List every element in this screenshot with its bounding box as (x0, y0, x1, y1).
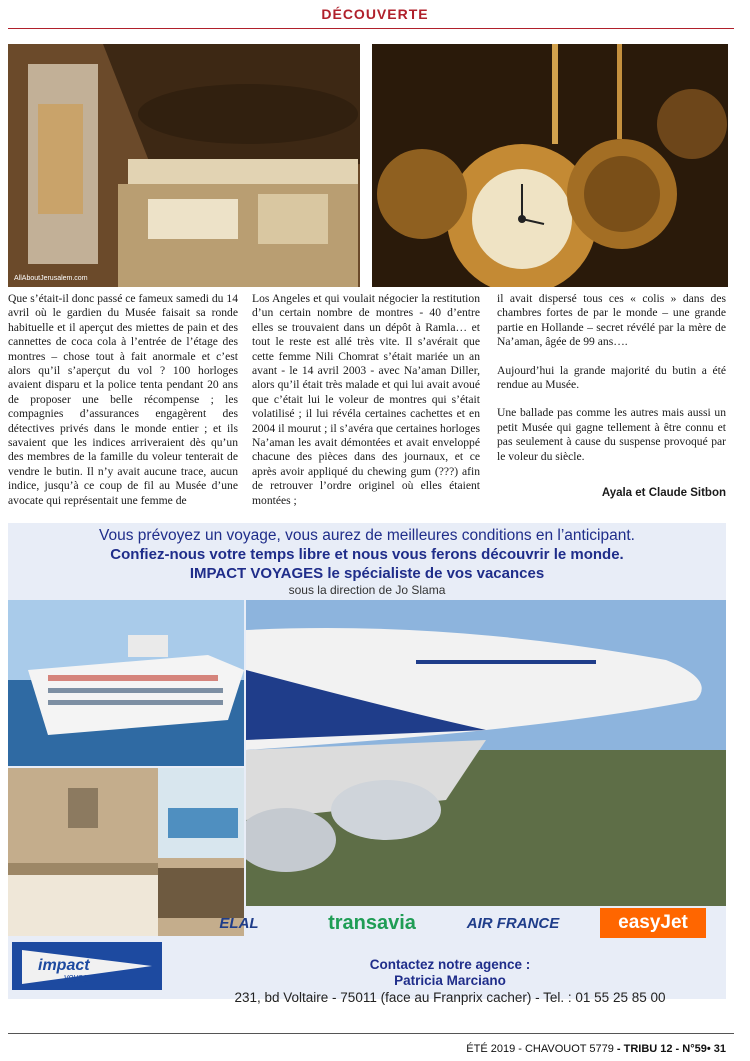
page-footer (8, 1043, 726, 1055)
footer-rule (8, 1033, 734, 1034)
impact-voyages-logo (12, 942, 162, 990)
museum-interior-photo (8, 44, 360, 287)
contact-address: 231, bd Voltaire - 75011 (face au Franprix cacher) - Tel. : 01 55 25 85 00 (234, 990, 666, 1005)
easyjet-logo: easyJet (600, 908, 706, 938)
contact-name: Patricia Marciano (394, 973, 506, 988)
footer-date: ÉTÉ 2019 - CHAVOUOT 5779 (466, 1043, 614, 1055)
airfrance-logo: AIR FRANCE (466, 914, 560, 932)
article-paragraph: Une ballade pas comme les autres mais aussi un petit Musée qui gagne tellement à être connu et pas seulement à cause du suspense provoqué par le voleur du siècle. (497, 406, 726, 463)
voyages-logo-word: voyages (64, 972, 98, 982)
article-column-1 (8, 292, 238, 522)
ad-line-1: Vous prévoyez un voyage, vous aurez de meilleures conditions en l’anticipant. (99, 527, 635, 544)
article-paragraph: Los Angeles et qui voulait négocier la restitution d’un certain nombre de montres - 40 d’entre elles se trouvaient dans un dépôt à Ramla… et tout le reste est allé très vite. Il s’avérait que cette femme Nili Chomrat s’était mariée un an avant - le 14 avril 2003 - avec Na’aman Diller, alors qu’il était très malade et qui lui avait avoué que c’était lui le voleur de montres qui s’était volatilisé ; il lui révéla certaines cachettes et en 2004 il mourut ; il s’avéra que certaines horloges Na’aman les avait démontées et avait enveloppé chacune des pièces dans des journaux, et ce après avoir appliqué du chewing gum (???) afin de retrouver l’ordre originel où elles étaient montées ; (252, 292, 480, 507)
contact-title: Contactez notre agence : (369, 957, 531, 972)
article-paragraph: Aujourd’hui la grande majorité du butin a été rendue au Musée. (497, 363, 726, 392)
footer-issue: - TRIBU 12 - N°59• 31 (616, 1043, 726, 1055)
article-column-3 (497, 292, 726, 478)
ad-line-4: sous la direction de Jo Slama (288, 583, 446, 597)
header-rule (8, 28, 734, 29)
article-paragraph: il avait dispersé tous ces « colis » dans des chambres fortes de par le monde – une grande partie en Hollande – secret révélé par la mère de Na’aman, âgée de 99 ans…. (497, 292, 726, 349)
cruise-ship-photo (8, 600, 244, 766)
ad-line-2: Confiez-nous votre temps libre et nous vous ferons découvrir le monde. (110, 546, 624, 563)
museum-watermark: AllAboutJerusalem.com (14, 275, 88, 282)
article-column-2 (252, 292, 480, 522)
ad-line-3: IMPACT VOYAGES le spécialiste de vos vacances (189, 565, 545, 582)
article-signature: Ayala et Claude Sitbon (601, 487, 726, 499)
article-paragraph: Que s’était-il donc passé ce fameux samedi du 14 avril où le gardien du Musée faisait sa ronde habituelle et il aperçut des miettes de pain et des cannettes de coca cola à l’entrée de l’étage des montres – chose tout à fait anormale et c’est alors qu’il s’aperçut du vol ? 100 horloges avaient disparu et la police tenta pendant 20 ans de proposer une belle récompense ; les compagnies d’assurances engagèrent des détectives privés dans le monde entier ; et ils savaient que les indices arriveraient dès qu’un des membres de la famille du voleur tenterait de vendre le butin. Il n’y avait aucune trace, aucun indice, jusqu’à ce coup de fil au Musée d’une avocate qui représentait une femme de (8, 292, 238, 507)
transavia-logo: transavia (328, 911, 416, 934)
pocket-watches-photo (372, 44, 728, 287)
section-title: DÉCOUVERTE (321, 6, 429, 22)
impact-logo-word: impact (38, 957, 90, 974)
airline-logos (180, 908, 706, 938)
elal-airplane-photo (246, 600, 726, 906)
elal-logo: ELAL (219, 914, 259, 932)
